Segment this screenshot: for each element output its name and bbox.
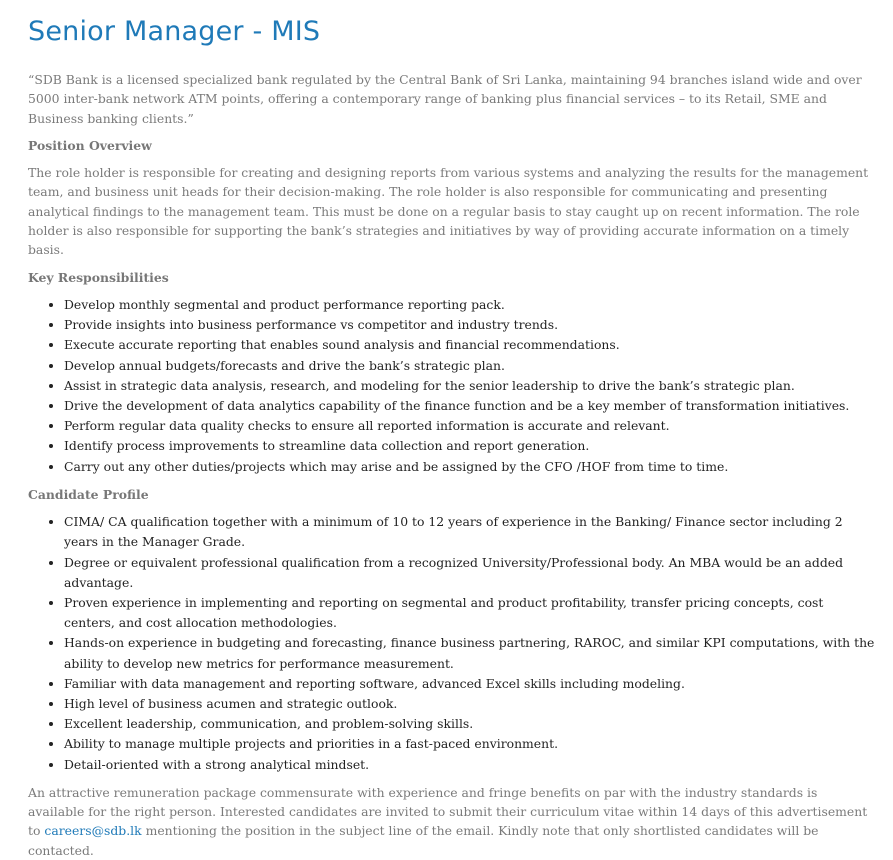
careers-email-link[interactable]: careers@sdb.lk [44,823,142,839]
list-item: • Develop monthly segmental and product performance reporting pack. [64,295,877,315]
position-overview-heading: Position Overview [28,137,152,153]
closing-paragraph [28,783,877,860]
list-item: • Ability to manage multiple projects and priorities in a fast-paced environment. [64,734,877,754]
list-item: • High level of business acumen and strategic outlook. [64,694,877,714]
list-item: • Detail-oriented with a strong analytical mindset. [64,755,877,775]
list-item: • Carry out any other duties/projects which may arise and be assigned by the CFO /HOF from time to time. [64,457,877,477]
key-responsibilities-list [28,295,877,477]
list-item: • Degree or equivalent professional qualification from a recognized University/Professional body. An MBA would be an added advantage. [64,553,877,593]
position-overview-text: The role holder is responsible for creating and designing reports from various systems and analyzing the results for the management team, and business unit heads for their decision-making. The role holder is also responsible for communicating and presenting analytical findings to the management team. This must be done on a regular basis to stay caught up on recent information. The role holder is also responsible for supporting the bank’s strategies and initiatives by way of providing accurate information on a timely basis. [28,165,869,258]
list-item: • Proven experience in implementing and reporting on segmental and product profitability, transfer pricing concepts, cost centers, and cost allocation methodologies. [64,593,877,633]
list-item: • CIMA/ CA qualification together with a minimum of 10 to 12 years of experience in the Banking/ Finance sector including 2 years in the Manager Grade. [64,512,877,552]
list-item: • Develop annual budgets/forecasts and drive the bank’s strategic plan. [64,356,877,376]
list-item: • Identify process improvements to streamline data collection and report generation. [64,436,877,456]
page-title: Senior Manager - MIS [28,16,321,47]
list-item: • Provide insights into business performance vs competitor and industry trends. [64,315,877,335]
list-item: • Hands-on experience in budgeting and forecasting, finance business partnering, RAROC, and similar KPI computations, with the ability to develop new metrics for performance measurement. [64,633,877,673]
list-item: • Drive the development of data analytics capability of the finance function and be a key member of transformation initiatives. [64,396,877,416]
closing-text-after: mentioning the position in the subject line of the email. Kindly note that only shortlisted candidates will be contacted. [28,823,819,858]
list-item: • Excellent leadership, communication, and problem-solving skills. [64,714,877,734]
candidate-profile-list [28,512,877,775]
candidate-profile-heading: Candidate Profile [28,486,149,502]
list-item: • Perform regular data quality checks to ensure all reported information is accurate and relevant. [64,416,877,436]
intro-paragraph: “SDB Bank is a licensed specialized bank regulated by the Central Bank of Sri Lanka, maintaining 94 branches island wide and over 5000 inter-bank network ATM points, offering a contemporary range of banking plus financial services – to its Retail, SME and Business banking clients.” [28,72,862,126]
list-item: • Familiar with data management and reporting software, advanced Excel skills including modeling. [64,674,877,694]
list-item: • Execute accurate reporting that enables sound analysis and financial recommendations. [64,335,877,355]
closing-text-before: An attractive remuneration package commensurate with experience and fringe benefits on par with the industry standards is available for the right person. Interested candidates are invited to submit their curriculum vitae within 14 days of this advertisement to [28,784,868,839]
list-item: • Assist in strategic data analysis, research, and modeling for the senior leadership to drive the bank’s strategic plan. [64,376,877,396]
key-responsibilities-heading: Key Responsibilities [28,269,169,285]
